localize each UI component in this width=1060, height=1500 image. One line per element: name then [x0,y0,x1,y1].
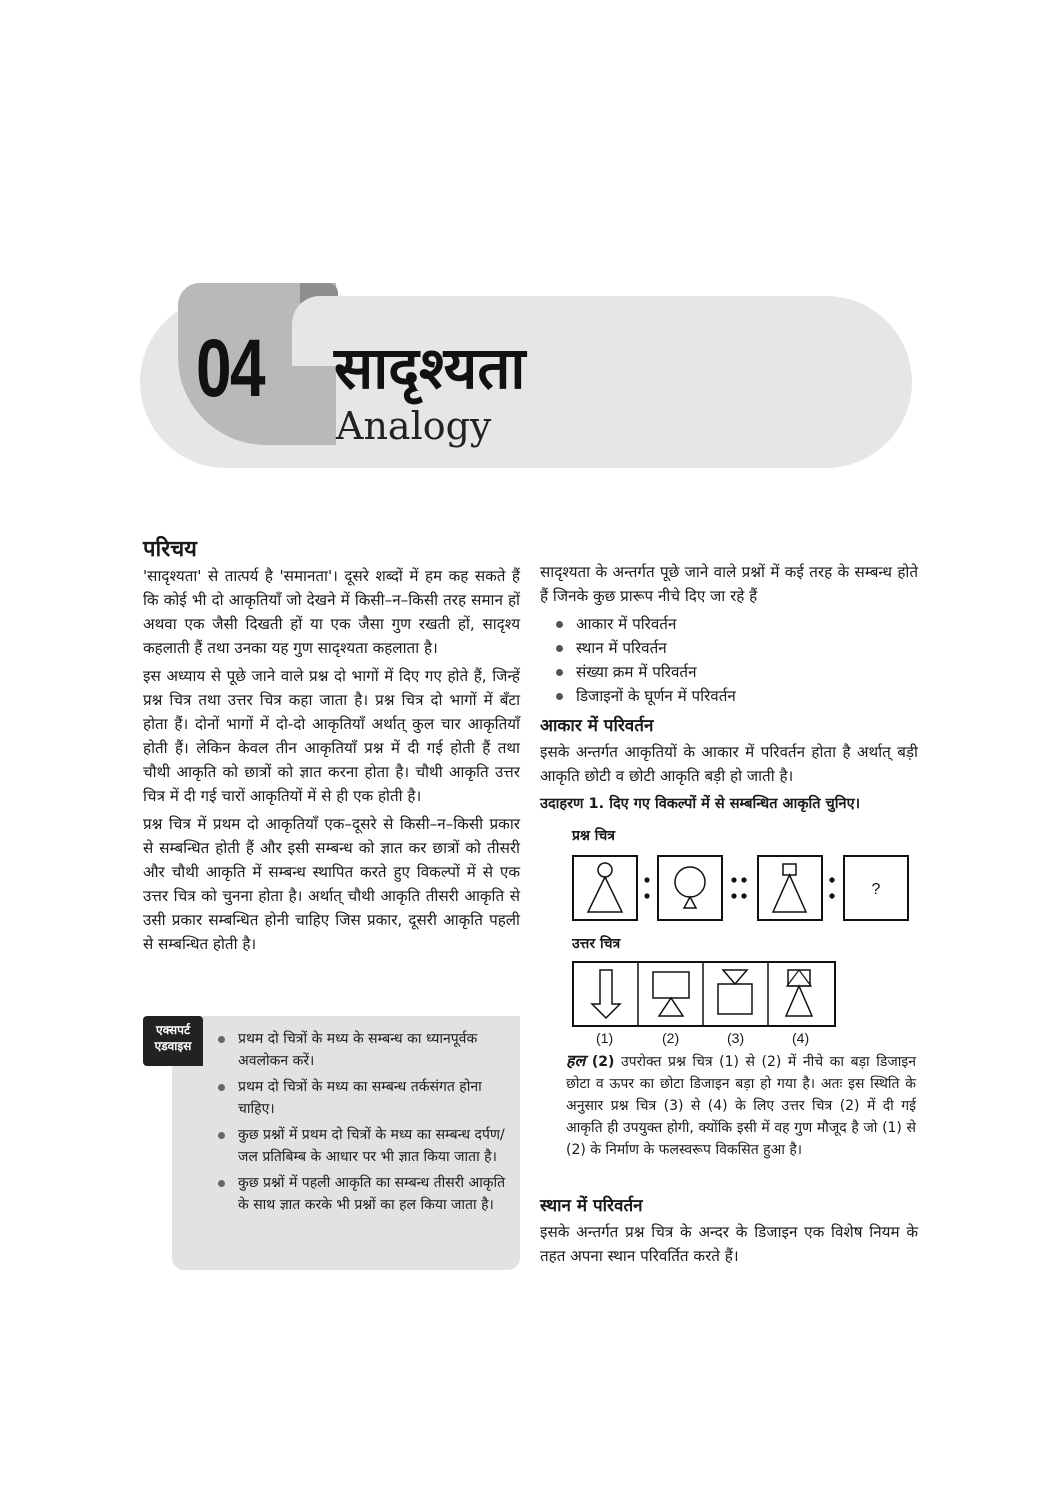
intro-paragraph-1: 'सादृश्यता' से तात्पर्य है 'समानता'। दूसरे शब्दों में हम कह सकते हैं कि कोई भी दो आकृतियाँ जो देखने में किसी–न–किसी तरह समान हों अथवा एक जैसी दिखती हों या एक जैसा गुण रखती हों, सादृश्य कहलाती हैं तथा उनका यह गुण सादृश्यता कहलाता है। [143,567,520,657]
question-figure-3 [758,856,822,920]
bullet-icon [218,1180,225,1187]
relation-types-intro: सादृश्यता के अन्तर्गत पूछे जाने वाले प्रश्नों में कई तरह के सम्बन्ध होते हैं जिनके कुछ प्रारूप नीचे दिए जा रहे हैं [540,563,918,605]
answer-option-2 [653,972,689,1016]
answer-option-labels [566,1030,846,1050]
place-change-text: इसके अन्तर्गत प्रश्न चित्र के अन्दर के डिजाइन एक विशेष नियम के तहत अपना स्थान परिवर्तित करते हैं। [540,1223,918,1265]
bullet-icon [556,669,563,676]
chapter-title-hindi: सादृश्यता [334,334,526,402]
advice-item: कुछ प्रश्नों में पहली आकृति का सम्बन्ध तीसरी आकृति के साथ ज्ञात करके भी प्रश्नों का हल किया जाता है। [212,1172,518,1216]
answer-figure-label: उत्तर चित्र [572,936,621,952]
option-label: (2) [662,1030,680,1046]
option-label: (4) [792,1030,810,1046]
solution-label: हल [566,1051,586,1070]
question-mark: ? [871,881,881,898]
relation-type-item: आकार में परिवर्तन [556,612,918,636]
question-figure-label: प्रश्न चित्र [572,828,615,844]
advice-item: प्रथम दो चित्रों के मध्य के सम्बन्ध का ध्यानपूर्वक अवलोकन करें। [212,1028,518,1072]
advice-item: कुछ प्रश्नों में प्रथम दो चित्रों के मध्य का सम्बन्ध दर्पण/जल प्रतिबिम्ब के आधार पर भी ज्ञात किया जाता है। [212,1124,518,1168]
bullet-icon [218,1036,225,1043]
size-change-heading: आकार में परिवर्तन [540,716,654,736]
solution-explanation: उपरोक्त प्रश्न चित्र (1) से (2) में नीचे का बड़ा डिजाइन छोटा व ऊपर का छोटा डिजाइन बड़ा हो गया है। अतः इस स्थिति के अनुसार प्रश्न चित्र (3) से (4) के लिए उत्तर चित्र (2) में दी गई आकृति ही उपयुक्त होगी, क्योंकि इसी में वह गुण मौजूद है जो (1) से (2) के निर्माण के फलस्वरूप विकसित हुआ है। [566,1054,917,1158]
relation-type-item: डिजाइनों के घूर्णन में परिवर्तन [556,684,918,708]
solution-answer: (2) [591,1054,615,1070]
colon-dot [644,893,649,898]
right-column [540,560,918,820]
advice-item: प्रथम दो चित्रों के मध्य का सम्बन्ध तर्कसंगत होना चाहिए। [212,1076,518,1120]
relation-types-list [540,612,918,708]
intro-paragraph-2: इस अध्याय से पूछे जाने वाले प्रश्न दो भागों में दिए गए होते हैं, जिन्हें प्रश्न चित्र तथा उत्तर चित्र कहा जाता है। प्रश्न चित्र दो भागों में बँटा होता हैं। दोनों भागों में दो-दो आकृतियाँ अर्थात् कुल चार आकृतियाँ होती हैं। लेकिन केवल तीन आकृतियाँ प्रश्न में दी गई होती हैं तथा चौथी आकृति को छात्रों को ज्ञात करना होता है। चौथी आकृति उत्तर चित्र में दी गई चारों आकृतियों में से ही एक होती है। [143,667,520,805]
question-figure-1 [573,856,637,920]
colon-dot [829,877,834,882]
relation-type-item: स्थान में परिवर्तन [556,636,918,660]
bullet-icon [218,1132,225,1139]
colon-dot [644,877,649,882]
intro-paragraph-3: प्रश्न चित्र में प्रथम दो आकृतियाँ एक–दूसरे से किसी–न–किसी प्रकार से सम्बन्धित होती हैं और इसी सम्बन्ध को ज्ञात कर छात्रों को तीसरी और चौथी आकृति में सम्बन्ध स्थापित करते हुए विकल्पों में से एक उत्तर चित्र को चुनना होता है। अर्थात् चौथी आकृति तीसरी आकृति से उसी प्रकार सम्बन्धित होनी चाहिए जिस प्रकार, दूसरी आकृति पहली से सम्बन्धित होती है। [143,815,520,953]
size-change-text: इसके अन्तर्गत आकृतियों के आकार में परिवर्तन होता है अर्थात् बड़ी आकृति छोटी व छोटी आकृति बड़ी हो जाती है। [540,743,918,785]
left-column [143,538,520,960]
question-figure [566,850,916,928]
answer-option-1 [592,970,620,1018]
question-figure-2 [658,856,722,920]
question-figure-4 [844,856,908,920]
bullet-icon [556,621,563,628]
relation-type-item: संख्या क्रम में परिवर्तन [556,660,918,684]
option-label: (3) [727,1030,745,1046]
place-change-section [540,1188,918,1272]
place-change-heading: स्थान में परिवर्तन [540,1196,643,1216]
badge-line-1: एक्सपर्ट [155,1023,191,1037]
answer-figure [566,958,846,1030]
double-colon-separator [731,877,746,898]
colon-dot [829,893,834,898]
bullet-icon [218,1084,225,1091]
chapter-title-english: Analogy [336,404,492,448]
answer-option-3 [718,970,752,1014]
example-1-question: उदाहरण 1. दिए गए विकल्पों में से सम्बन्धित आकृति चुनिए। [540,796,861,812]
option-label: (1) [596,1030,614,1046]
expert-advice-badge [143,1016,203,1066]
answer-option-4 [786,970,812,1016]
badge-line-2: एडवाइस [154,1039,192,1053]
intro-heading: परिचय [143,537,197,562]
chapter-number: 04 [196,323,265,414]
expert-advice-list [212,1028,518,1220]
bullet-icon [556,645,563,652]
tab-curl-decoration [292,296,338,366]
solution-text [566,1050,916,1161]
bullet-icon [556,693,563,700]
